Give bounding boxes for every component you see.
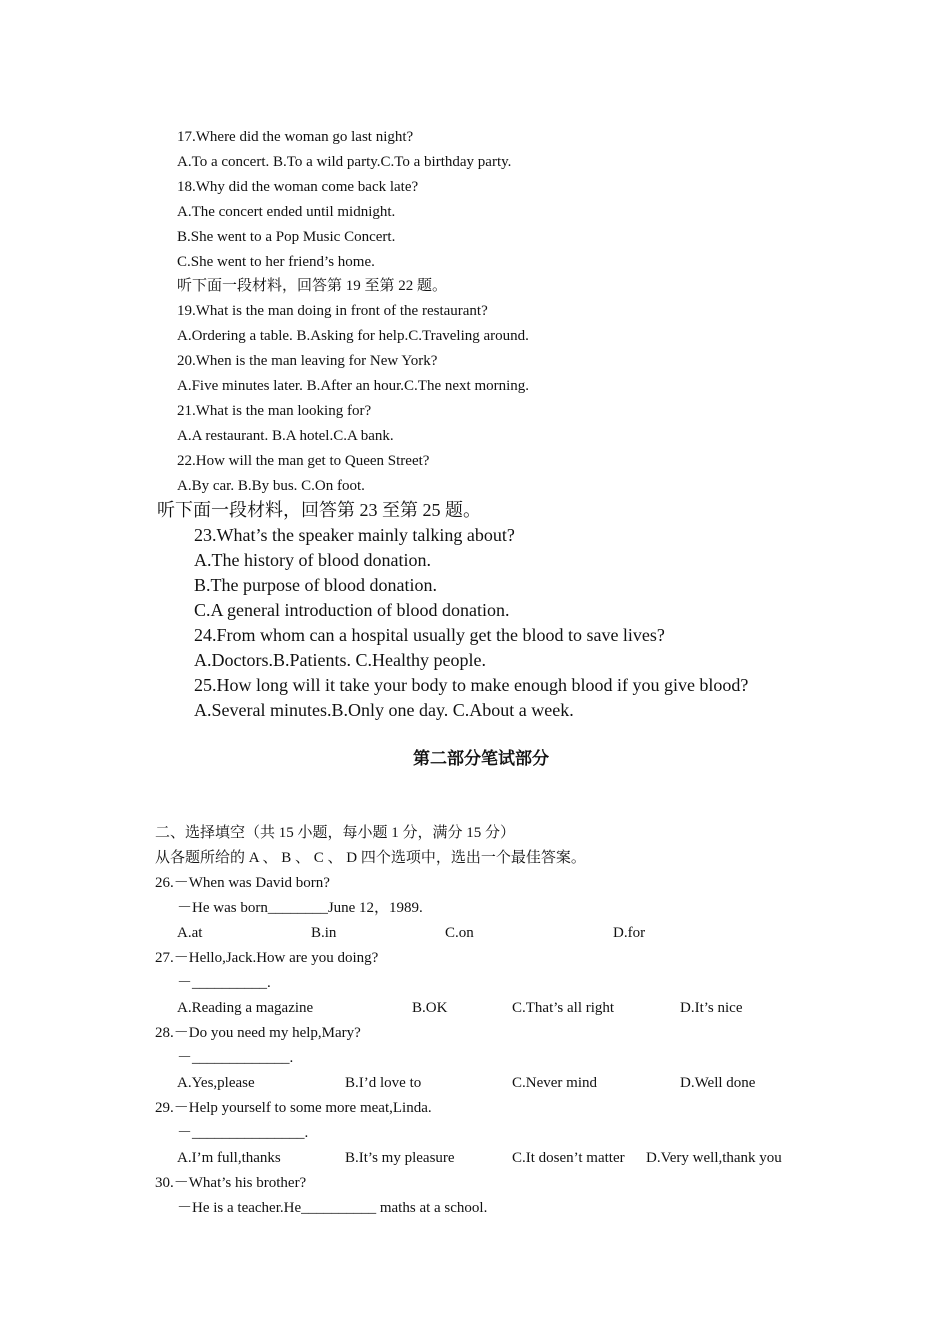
options-22: A.By car. B.By bus. C.On foot. xyxy=(177,478,365,494)
option-18-a: A.The concert ended until midnight. xyxy=(177,204,396,220)
option-18-c: C.She went to her friend’s home. xyxy=(177,254,375,270)
option-23-a: A.The history of blood donation. xyxy=(194,550,431,570)
question-17: 17.Where did the woman go last night? xyxy=(177,129,414,145)
question-30: 30.－What’s his brother? xyxy=(155,1175,307,1191)
option-26-a: A.at xyxy=(177,925,203,941)
option-18-b: B.She went to a Pop Music Concert. xyxy=(177,229,396,245)
option-29-b: B.It’s my pleasure xyxy=(345,1150,455,1166)
option-28-b: B.I’d love to xyxy=(345,1075,422,1091)
answer-blank-30: －He is a teacher.He__________ maths at a school. xyxy=(177,1200,488,1216)
option-28-a: A.Yes,please xyxy=(177,1075,255,1091)
question-19: 19.What is the man doing in front of the restaurant? xyxy=(177,303,488,319)
question-28: 28.－Do you need my help,Mary? xyxy=(155,1025,361,1041)
question-25: 25.How long will it take your body to make enough blood if you give blood? xyxy=(194,675,749,695)
option-26-d: D.for xyxy=(613,925,646,941)
options-17: A.To a concert. B.To a wild party.C.To a birthday party. xyxy=(177,154,512,170)
question-20: 20.When is the man leaving for New York? xyxy=(177,353,438,369)
part-two-title: 第二部分笔试部分 xyxy=(413,749,549,768)
question-29: 29.－Help yourself to some more meat,Linda. xyxy=(155,1100,432,1116)
question-27: 27.－Hello,Jack.How are you doing? xyxy=(155,950,379,966)
question-21: 21.What is the man looking for? xyxy=(177,403,372,419)
option-27-d: D.It’s nice xyxy=(680,1000,743,1016)
question-22: 22.How will the man get to Queen Street? xyxy=(177,453,430,469)
option-26-c: C.on xyxy=(445,925,474,941)
options-21: A.A restaurant. B.A hotel.C.A bank. xyxy=(177,428,394,444)
option-29-a: A.I’m full,thanks xyxy=(177,1150,281,1166)
option-29-c: C.It dosen’t matter xyxy=(512,1150,625,1166)
options-24: A.Doctors.B.Patients. C.Healthy people. xyxy=(194,650,486,670)
question-26: 26.－When was David born? xyxy=(155,875,330,891)
question-23: 23.What’s the speaker mainly talking about? xyxy=(194,525,515,545)
options-25: A.Several minutes.B.Only one day. C.About a week. xyxy=(194,700,574,720)
option-29-d: D.Very well,thank you xyxy=(646,1150,782,1166)
option-26-b: B.in xyxy=(311,925,337,941)
question-18: 18.Why did the woman come back late? xyxy=(177,179,419,195)
answer-blank-27: －__________. xyxy=(177,975,271,991)
answer-blank-29: －_______________. xyxy=(177,1125,309,1141)
section-instruction: 从各题所给的 A 、 B 、 C 、 D 四个选项中，选出一个最佳答案。 xyxy=(155,850,586,866)
option-23-c: C.A general introduction of blood donation. xyxy=(194,600,510,620)
answer-blank-28: －_____________. xyxy=(177,1050,294,1066)
section-title: 二、选择填空（共 15 小题，每小题 1 分，满分 15 分） xyxy=(155,825,516,841)
option-28-c: C.Never mind xyxy=(512,1075,597,1091)
option-27-c: C.That’s all right xyxy=(512,1000,615,1016)
instruction-19-22: 听下面一段材料，回答第 19 至第 22 题。 xyxy=(177,278,448,294)
answer-blank-26: －He was born________June 12，1989. xyxy=(177,900,423,916)
question-24: 24.From whom can a hospital usually get the blood to save lives? xyxy=(194,625,665,645)
option-27-b: B.OK xyxy=(412,1000,448,1016)
option-23-b: B.The purpose of blood donation. xyxy=(194,575,437,595)
options-19: A.Ordering a table. B.Asking for help.C.Traveling around. xyxy=(177,328,529,344)
option-28-d: D.Well done xyxy=(680,1075,756,1091)
options-20: A.Five minutes later. B.After an hour.C.The next morning. xyxy=(177,378,530,394)
option-27-a: A.Reading a magazine xyxy=(177,1000,314,1016)
instruction-23-25: 听下面一段材料，回答第 23 至第 25 题。 xyxy=(157,500,481,520)
